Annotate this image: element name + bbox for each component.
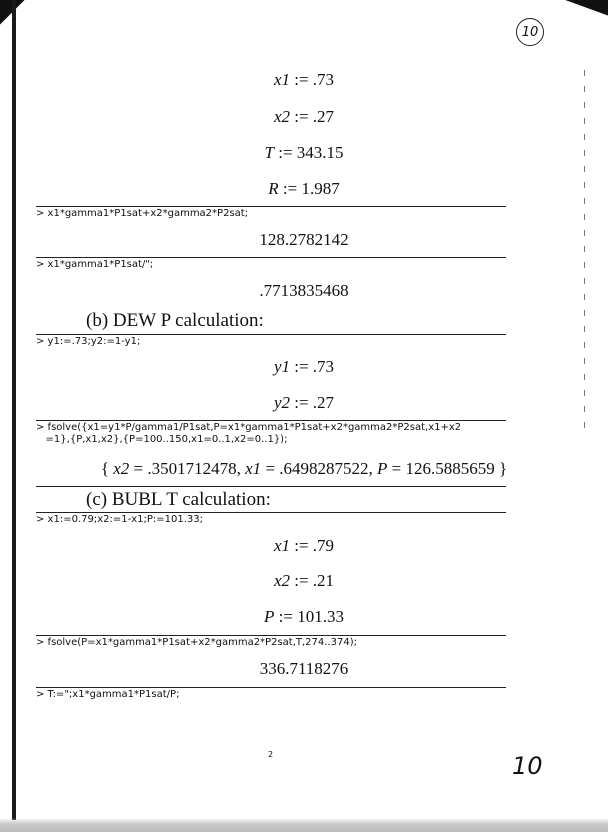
- assign-x2: x2 := .27: [273, 107, 335, 126]
- command-line-7: > T:=";x1*gamma1*P1sat/P;: [36, 689, 180, 700]
- command-line-5: > x1:=0.79;x2:=1-x1;P:=101.33;: [36, 514, 204, 525]
- heading-bubl-t: (c) BUBL T calculation:: [86, 489, 271, 510]
- assign-x1-c: x1 := .79: [273, 536, 335, 555]
- divider: [36, 206, 506, 207]
- output-4: { x2 = .3501712478, x1 = .6498287522, P = 126.5885659 }: [100, 459, 508, 478]
- output-6: 336.7118276: [259, 659, 349, 678]
- assign-x2-c: x2 := .21: [273, 571, 335, 590]
- assign-x1: x1 := .73: [273, 70, 335, 89]
- assign-P-c: P := 101.33: [264, 607, 344, 626]
- command-line-1: > x1*gamma1*P1sat+x2*gamma2*P2sat;: [36, 208, 249, 219]
- circled-page-number: 10: [516, 18, 544, 46]
- command-line-6: > fsolve(P=x1*gamma1*P1sat+x2*gamma2*P2sat,T,274..374);: [36, 637, 357, 648]
- handwritten-score: 10: [512, 752, 543, 780]
- divider: [36, 687, 506, 688]
- command-line-4: > fsolve({x1=y1*P/gamma1/P1sat,P=x1*gamma1*P1sat+x2*gamma2*P2sat,x1+x2 =1},{P,x1,x2},{P=100..150,x1=0..1,x2=0..1});: [36, 422, 462, 445]
- output-1: 128.2782142: [259, 230, 349, 249]
- divider: [36, 486, 506, 487]
- divider: [36, 420, 506, 421]
- scan-bottom-edge: [0, 818, 608, 832]
- command-line-2: > x1*gamma1*P1sat/";: [36, 259, 154, 270]
- divider: [36, 512, 506, 513]
- assign-y1: y1 := .73: [273, 357, 335, 376]
- divider: [36, 257, 506, 258]
- footer-page-number: 2: [268, 750, 274, 759]
- divider: [36, 334, 506, 335]
- scan-corner-shadow-right: [548, 0, 608, 22]
- output-2: .7713835468: [259, 281, 349, 300]
- heading-dew-p: (b) DEW P calculation:: [86, 310, 264, 331]
- assign-T: T := 343.15: [264, 143, 344, 162]
- command-line-3: > y1:=.73;y2:=1-y1;: [36, 336, 141, 347]
- assign-R: R := 1.987: [268, 179, 340, 198]
- divider: [36, 635, 506, 636]
- assign-y2: y2 := .27: [273, 393, 335, 412]
